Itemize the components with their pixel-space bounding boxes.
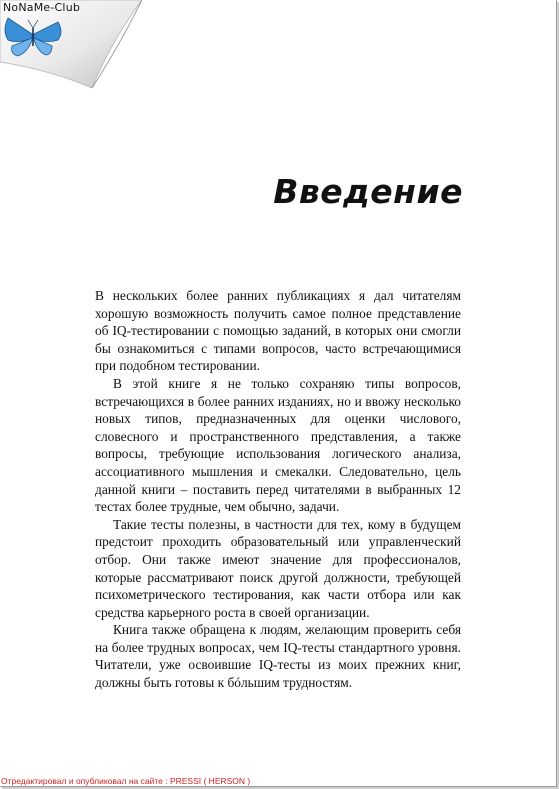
- footer-credit: Отредактировал и опубликовал на сайте : PRESSI ( HERSON ): [1, 776, 251, 786]
- paragraph: В нескольких более ранних публикациях я дал читателям хорошую возможность получить самое полное представление об IQ-тестировании с помощью заданий, в которых они смогли бы ознакомиться с типами вопросов, часто встречающимися при подобном тестировании.: [95, 288, 461, 374]
- chapter-title: Введение: [273, 172, 463, 211]
- site-logo-text: NoNaMe-Club: [3, 1, 81, 14]
- paragraph: В этой книге я не только сохраняю типы вопросов, встречающихся в более ранних изданиях, но и ввожу несколько новых типов, предназначенных для оценки числового, словесного и пространственного представления, а также вопросы, требующие использования логического анализа, ассоциативного мышления и смекалки. Следовательно, цель данной книги – поставить перед читателями в выбранных 12 тестах более трудные, чем обычно, задачи.: [95, 375, 461, 515]
- paragraph: Книга также обращена к людям, желающим проверить себя на более трудных вопросах, чем IQ-тесты стандартного уровня. Читатели, уже освоившие IQ-тесты из моих прежних книг, должны быть готовы к бóльшим трудностям.: [95, 622, 461, 691]
- paragraph: Такие тесты полезны, в частности для тех, кому в будущем предстоит проходить образовательный или управленческий отбор. Они также имеют значение для профессионалов, которые рассматривают поиск другой должности, требующей психометрического тестирования, как части отбора или как средства карьерного роста в своей организации.: [95, 516, 461, 620]
- corner-watermark: [0, 0, 142, 90]
- chapter-body: [95, 287, 461, 692]
